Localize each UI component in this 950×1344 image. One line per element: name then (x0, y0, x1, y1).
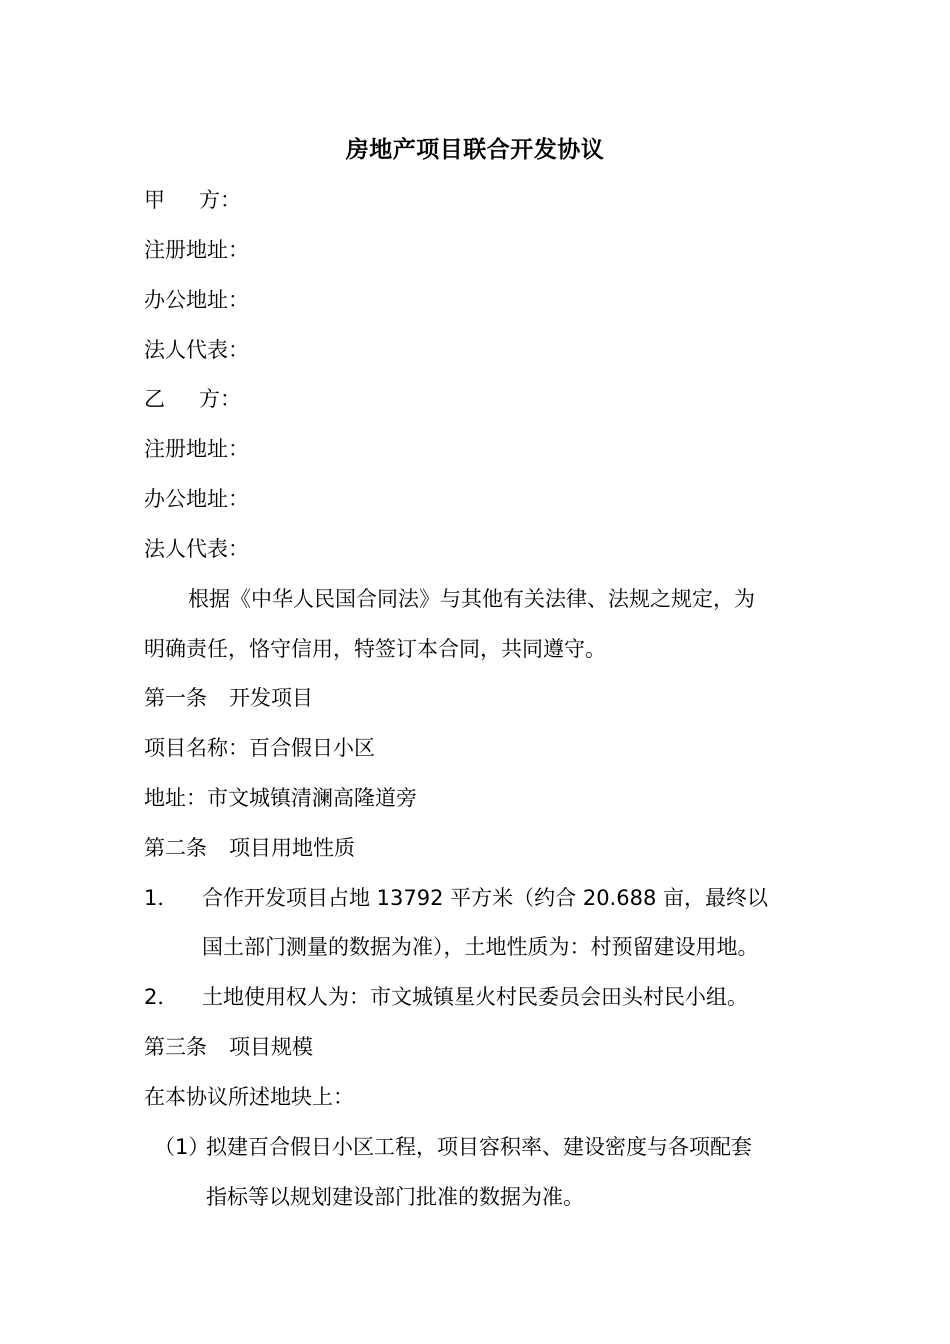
preamble-line-2: 明确责任，恪守信用，特签订本合同，共同遵守。 (144, 637, 606, 661)
article-1-number: 第一条 (144, 686, 207, 710)
article-2-item-1-line-2: 国土部门测量的数据为准），土地性质为：村预留建设用地。 (202, 935, 759, 959)
article-3-item-1-number: （1） (154, 1135, 210, 1159)
article-2-title: 项目用地性质 (229, 836, 355, 860)
party-b-legal-rep: 法人代表： (144, 537, 249, 561)
party-a-label-second: 方： (199, 188, 241, 212)
article-2-number: 第二条 (144, 836, 207, 860)
article-1-title: 开发项目 (229, 686, 313, 710)
article-2-item-2-text: 土地使用权人为：市文城镇星火村民委员会田头村民小组。 (202, 985, 748, 1009)
article-3-item-1-line-1: 拟建百合假日小区工程，项目容积率、建设密度与各项配套 (206, 1135, 752, 1159)
article-2-item-1-line-1: 合作开发项目占地 13792 平方米（约合 20.688 亩，最终以 (202, 886, 768, 910)
project-address: 地址：市文城镇清澜高隆道旁 (144, 786, 417, 810)
article-2-item-1-number: 1． (144, 886, 179, 910)
article-3-heading (144, 1032, 313, 1062)
article-3-title: 项目规模 (229, 1035, 313, 1059)
party-a-registered-address: 注册地址： (144, 238, 249, 262)
article-3-item-1-line-2: 指标等以规划建设部门批准的数据为准。 (206, 1185, 584, 1209)
party-b-label (144, 384, 241, 414)
party-a-legal-rep: 法人代表： (144, 338, 249, 362)
preamble-line-1: 根据《中华人民国合同法》与其他有关法律、法规之规定，为 (188, 587, 755, 611)
party-b-office-address: 办公地址： (144, 487, 249, 511)
document-title: 房地产项目联合开发协议 (345, 137, 605, 163)
party-a-label (144, 185, 241, 215)
article-1-heading (144, 683, 313, 713)
project-name: 项目名称：百合假日小区 (144, 736, 375, 760)
party-a-office-address: 办公地址： (144, 288, 249, 312)
party-a-label-first: 甲 (144, 188, 165, 212)
party-b-label-first: 乙 (144, 387, 165, 411)
party-b-label-second: 方： (199, 387, 241, 411)
party-b-registered-address: 注册地址： (144, 437, 249, 461)
article-2-item-2-number: 2． (144, 985, 179, 1009)
article-3-number: 第三条 (144, 1035, 207, 1059)
article-3-intro: 在本协议所述地块上： (144, 1085, 354, 1109)
article-2-heading (144, 833, 355, 863)
